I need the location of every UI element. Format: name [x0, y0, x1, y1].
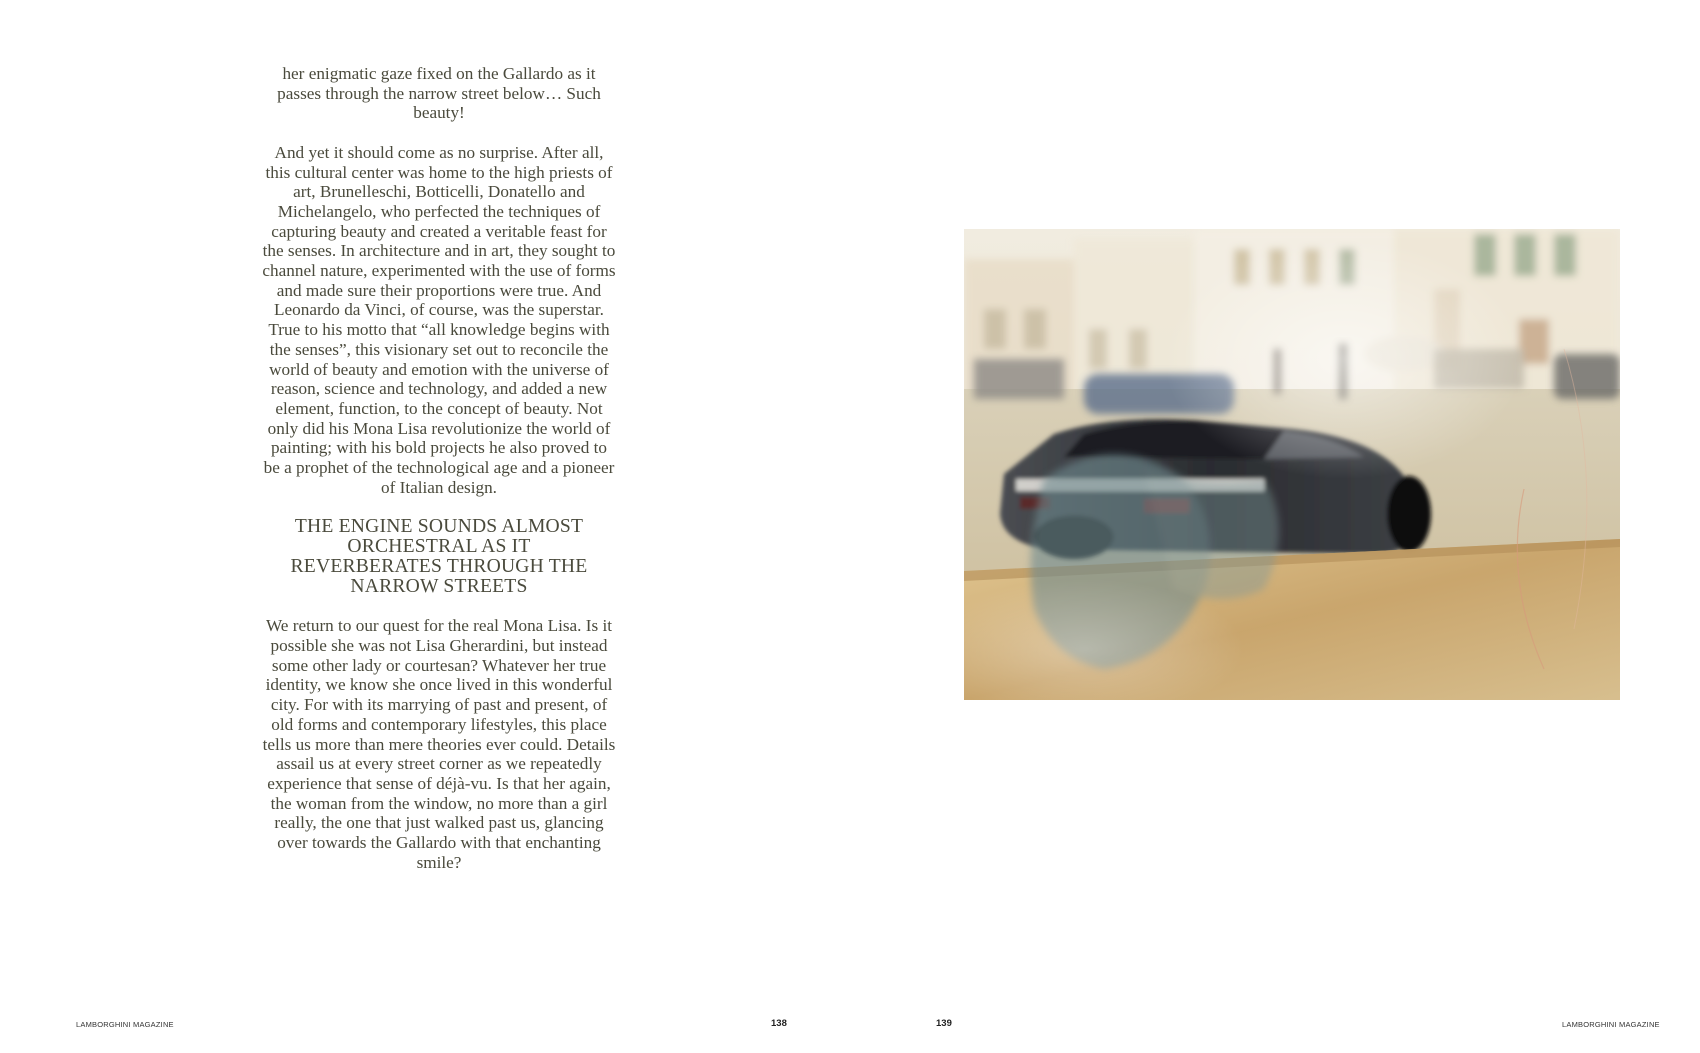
page-number-right: 139: [936, 1018, 952, 1029]
pull-quote: THE ENGINE SOUNDS ALMOST ORCHESTRAL AS IT REVERBERATES THROUGH THE NARROW STREETS: [290, 516, 588, 597]
intro-fragment: her enigmatic gaze fixed on the Gallardo as it passes through the narrow street below… Such beauty!: [277, 64, 601, 123]
page-number-left: 138: [771, 1018, 787, 1029]
photo-illustration: [964, 229, 1620, 700]
footer-magazine-label-right: LAMBORGHINI MAGAZINE: [1562, 1020, 1660, 1029]
body-paragraph-2: We return to our quest for the real Mona Lisa. Is it possible she was not Lisa Gherardini, but instead some other lady or courtesan? Whatever her true identity, we know she once lived in this wonderful city. For with its marrying of past and present, of old forms and contemporary lifestyles, this place tells us more than mere theories ever could. Details assail us at every street corner as we repeatedly experience that sense of déjà-vu. Is that her again, the woman from the window, no more than a girl really, the one that just walked past us, glancing over towards the Gallardo with that enchanting smile?: [262, 616, 616, 872]
footer-magazine-label-left: LAMBORGHINI MAGAZINE: [76, 1020, 174, 1029]
gallardo-street-photo: [964, 229, 1620, 700]
article-text-column: [262, 64, 616, 892]
body-paragraph-1: And yet it should come as no surprise. After all, this cultural center was home to the high priests of art, Brunelleschi, Botticelli, Donatello and Michelangelo, who perfected the techniques of capturing beauty and created a veritable feast for the senses. In architecture and in art, they sought to channel nature, experimented with the use of forms and made sure their proportions were true. And Leonardo da Vinci, of course, was the superstar. True to his motto that “all knowledge begins with the senses”, this visionary set out to reconcile the world of beauty and emotion with the universe of reason, science and technology, and added a new element, function, to the concept of beauty. Not only did his Mona Lisa revolutionize the world of painting; with his bold projects he also proved to be a prophet of the technological age and a pioneer of Italian design.: [262, 142, 616, 497]
